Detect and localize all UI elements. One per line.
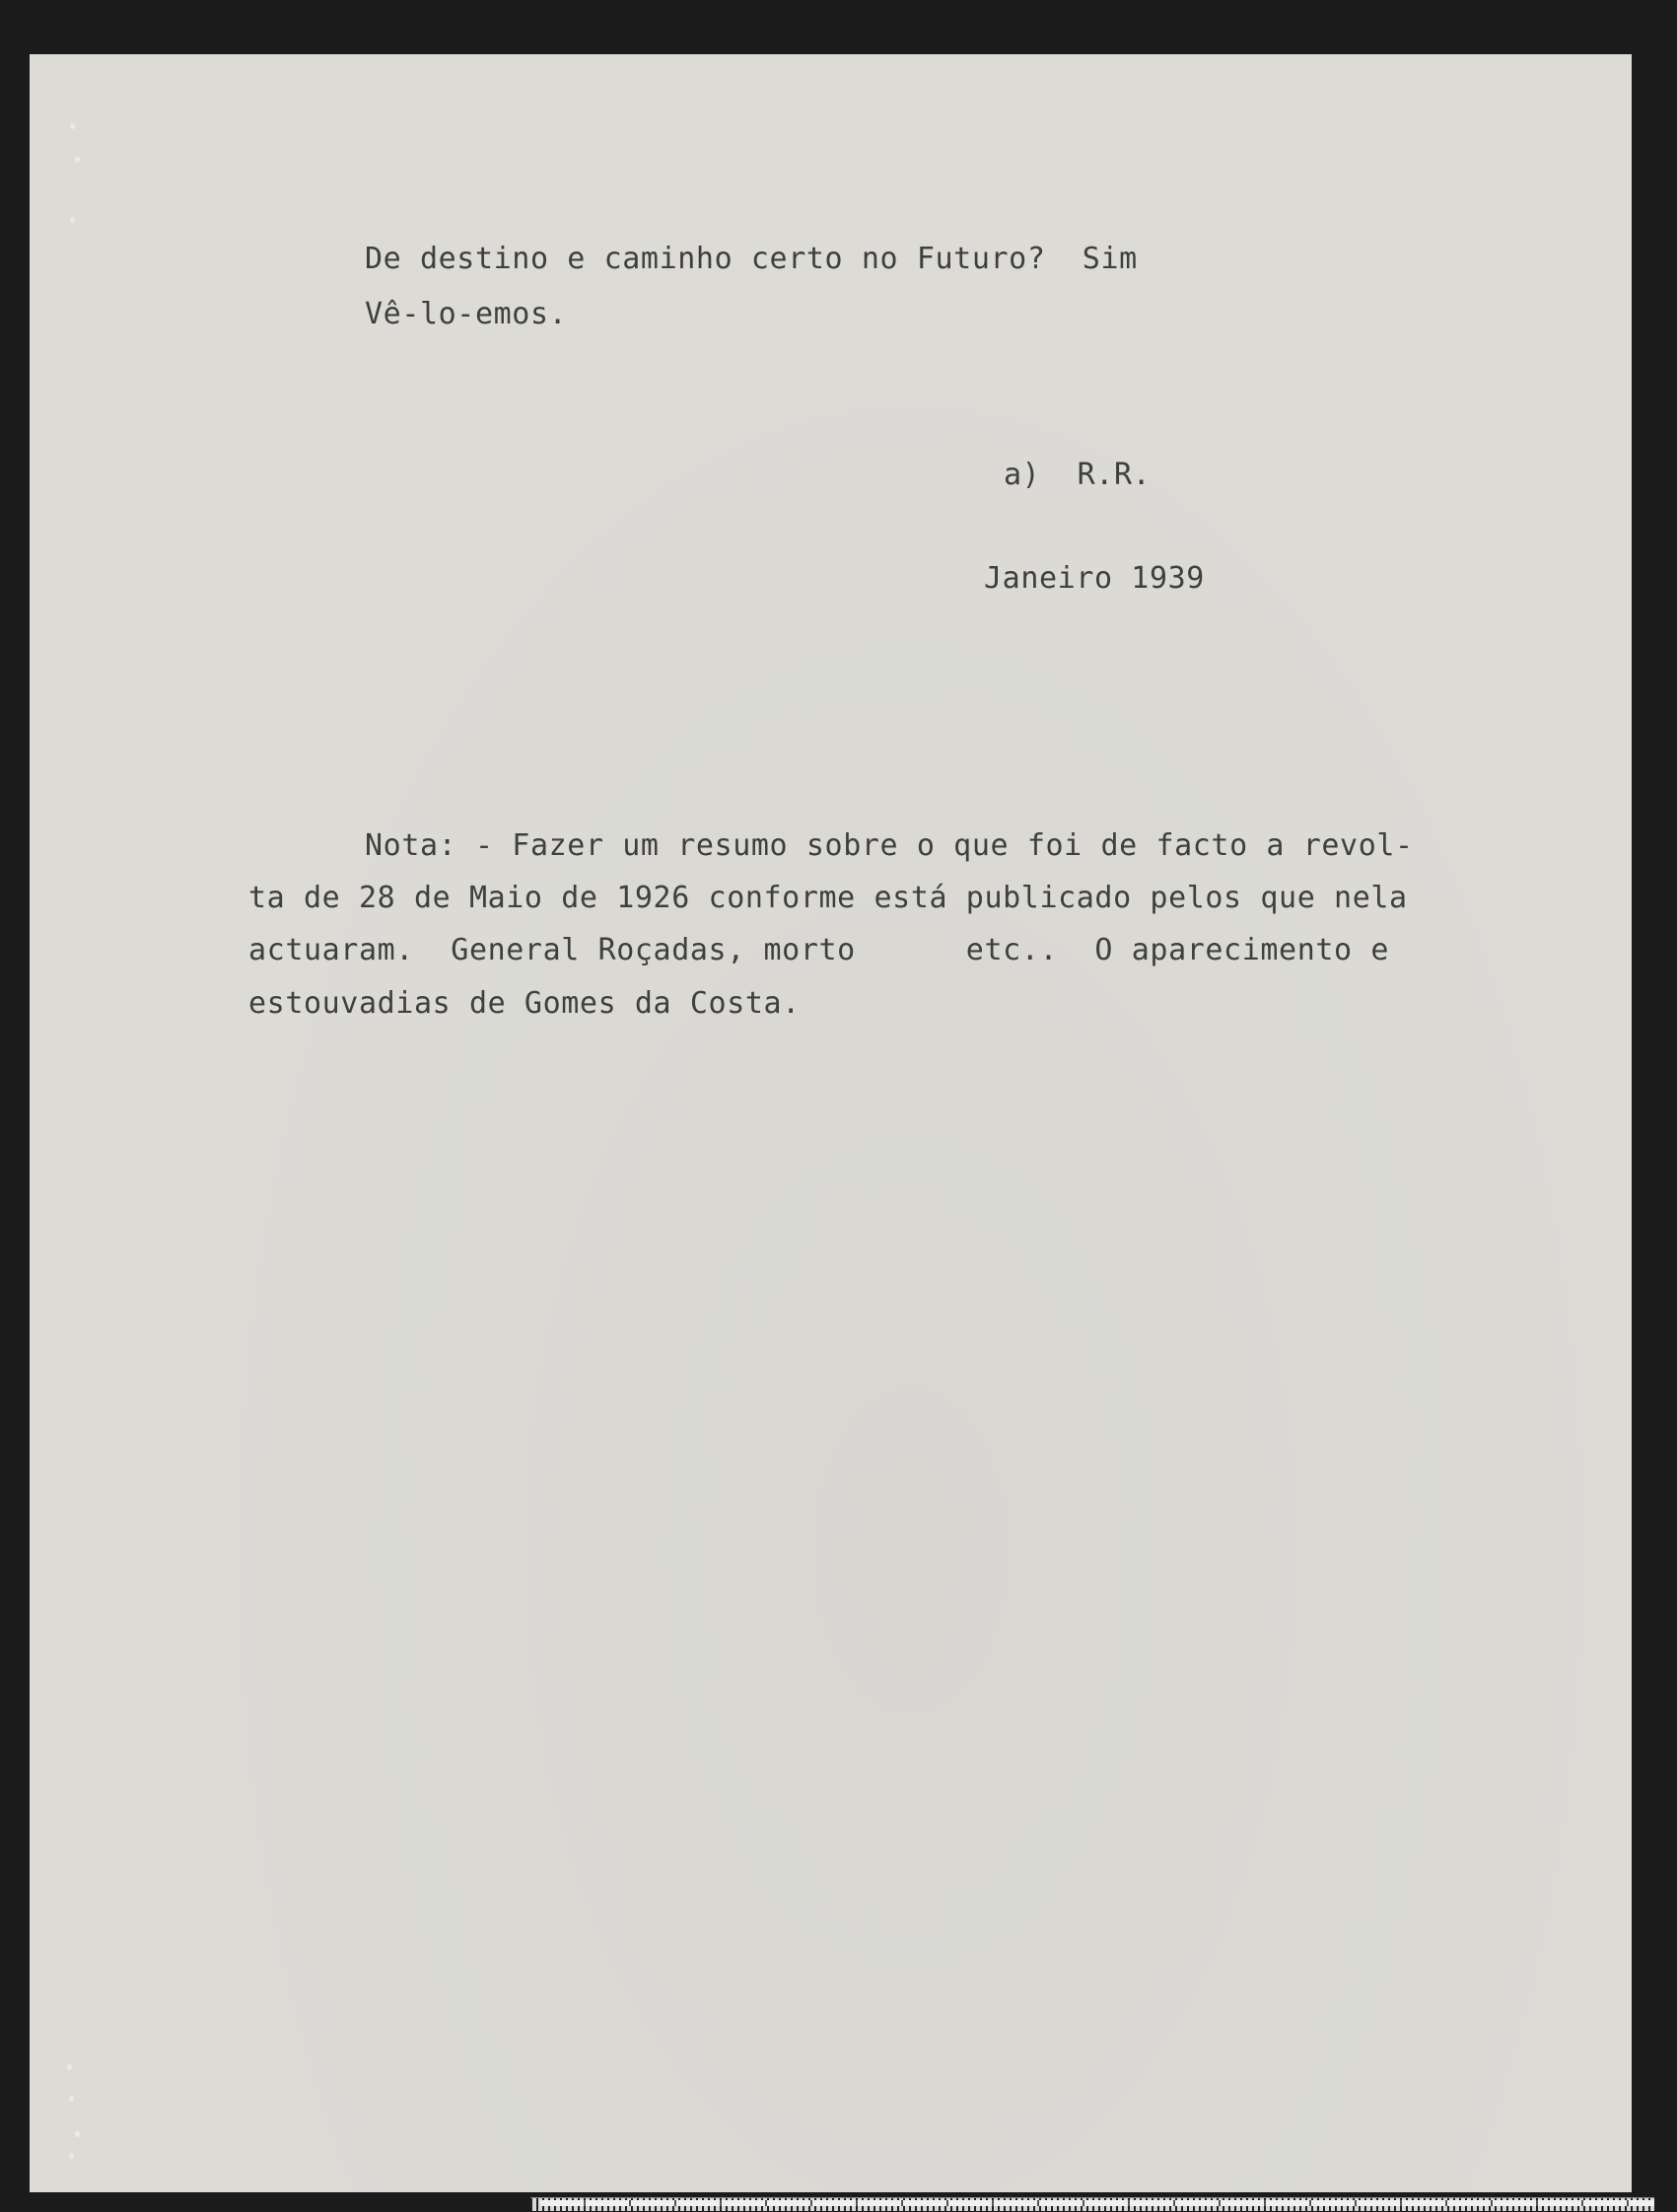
note-line-1: Nota: - Fazer um resumo sobre o que foi de facto a revol- bbox=[365, 828, 1414, 863]
binding-hole-mark bbox=[70, 217, 75, 223]
date-line: Janeiro 1939 bbox=[984, 561, 1205, 596]
text-line-1: De destino e caminho certo no Futuro? Sim bbox=[365, 242, 1138, 276]
binding-hole-mark bbox=[70, 123, 75, 129]
paper-sheet bbox=[30, 54, 1632, 2192]
binding-hole-mark bbox=[75, 2131, 80, 2137]
note-line-2: ta de 28 de Maio de 1926 conforme está publicado pelos que nela bbox=[248, 881, 1408, 915]
binding-hole-mark bbox=[69, 2096, 74, 2102]
text-line-2: Vê-lo-emos. bbox=[365, 297, 568, 331]
note-line-4: estouvadias de Gomes da Costa. bbox=[248, 986, 801, 1021]
binding-hole-mark bbox=[75, 157, 80, 163]
scale-ruler-ticks bbox=[540, 2200, 1654, 2206]
binding-hole-mark bbox=[67, 2064, 72, 2070]
signature-line: a) R.R. bbox=[1004, 458, 1152, 492]
binding-hole-mark bbox=[69, 2153, 74, 2159]
note-line-3: actuaram. General Roçadas, morto etc.. O aparecimento e bbox=[248, 933, 1390, 967]
